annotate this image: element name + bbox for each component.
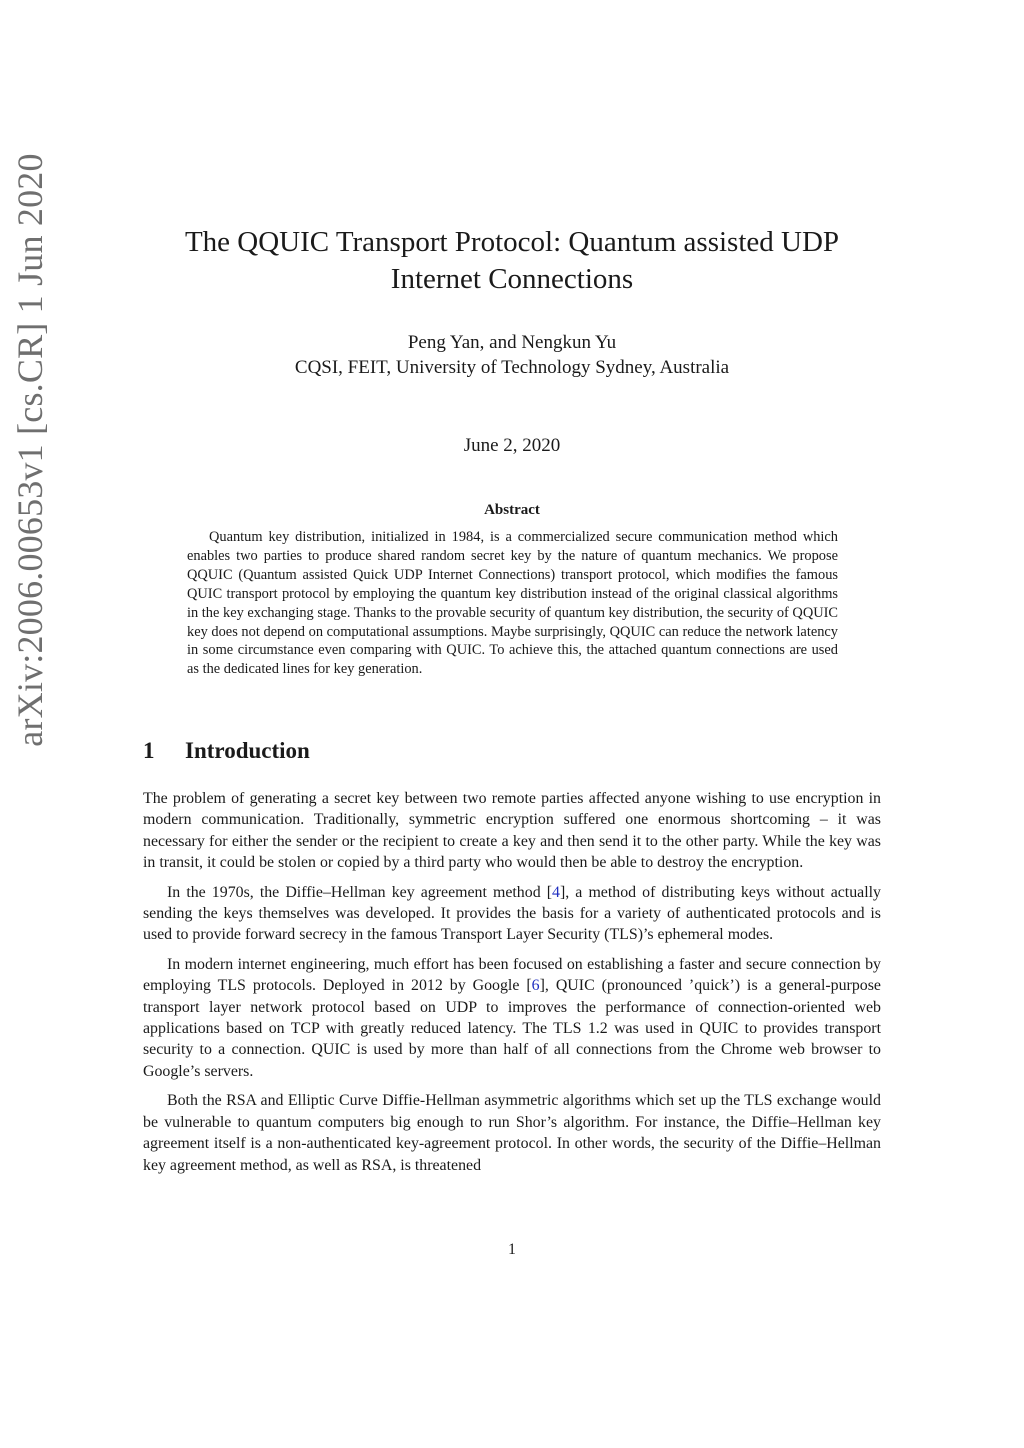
abstract-heading: Abstract (484, 502, 540, 518)
page-number: 1 (508, 1241, 516, 1258)
section-heading-introduction (143, 736, 310, 766)
citation-link-4[interactable]: 4 (552, 883, 560, 901)
arxiv-identifier: arXiv:2006.00653v1 [cs.CR] 1 Jun 2020 (10, 153, 50, 747)
intro-paragraph-2 (143, 882, 881, 946)
abstract-text: Quantum key distribution, initialized in 1984, is a commercialized secure communication method which enables two parties to produce shared random secret key by the nature of quantum mechanics. We propose QQUIC (Quantum assisted Quick UDP Internet Connections) transport protocol, which modifies the famous QUIC transport protocol by employing the quantum key distribution instead of the original classical algorithms in the key exchanging stage. Thanks to the provable security of quantum key distribution, the security of QQUIC key does not depend on computational assumptions. Maybe surprisingly, QQUIC can reduce the network latency in some circumstance even comparing with QUIC. To achieve this, the attached quantum connections are used as the dedicated lines for key generation. (187, 529, 838, 678)
title-line-1: The QQUIC Transport Protocol: Quantum assisted UDP (184, 226, 840, 258)
paper-date: June 2, 2020 (463, 435, 561, 456)
intro-paragraph-3 (143, 954, 881, 1082)
section-number: 1 (143, 738, 155, 763)
intro-paragraph-1: The problem of generating a secret key between two remote parties affected anyone wishing to use encryption in modern communication. Traditionally, symmetric encryption suffered one enormous shortcoming – it was necessary for either the sender or the recipient to create a key and then send it to the other party. While the key was in transit, it could be stolen or copied by a third party who would then be able to destroy the encryption. (143, 790, 881, 872)
author-affiliation: CQSI, FEIT, University of Technology Sydney, Australia (294, 357, 730, 378)
intro-paragraph-4: Both the RSA and Elliptic Curve Diffie-Hellman asymmetric algorithms which set up the TLS exchange would be vulnerable to quantum computers big enough to run Shor’s algorithm. For instance, the Diffie–Hellman key agreement itself is a non-authenticated key-agreement protocol. In other words, the security of the Diffie–Hellman key agreement method, as well as RSA, is threatened (143, 1092, 881, 1174)
intro-paragraph-3-text-a: In modern internet engineering, much effort has been focused on establishing a faster and secure connection by employing TLS protocols. Deployed in 2012 by Google [ (143, 955, 881, 995)
intro-paragraph-2-text-a: In the 1970s, the Diffie–Hellman key agreement method [ (167, 883, 553, 901)
intro-paragraph-3-text-b: ], QUIC (pronounced ’quick’) is a general-purpose transport layer network protocol based on UDP to improves the performance of connection-oriented web applications based on TCP with greatly reduced latency. The TLS 1.2 was used in QUIC to provides transport security to a connection. QUIC is used by more than half of all connections from the Chrome web browser to Google’s servers. (143, 977, 881, 1080)
citation-link-6[interactable]: 6 (531, 977, 540, 995)
author-block (120, 330, 904, 380)
paper-title (120, 224, 904, 298)
introduction-body (143, 788, 881, 1184)
title-line-2: Internet Connections (390, 263, 634, 295)
author-names: Peng Yan, and Nengkun Yu (407, 332, 617, 353)
section-title: Introduction (185, 738, 310, 763)
intro-paragraph-2-text-b: ], a method of distributing keys without actually sending the keys themselves was developed. It provides the basis for a variety of authenticated protocols and is used to provide forward secrecy in the famous Transport Layer Security (TLS)’s ephemeral modes. (143, 883, 881, 944)
